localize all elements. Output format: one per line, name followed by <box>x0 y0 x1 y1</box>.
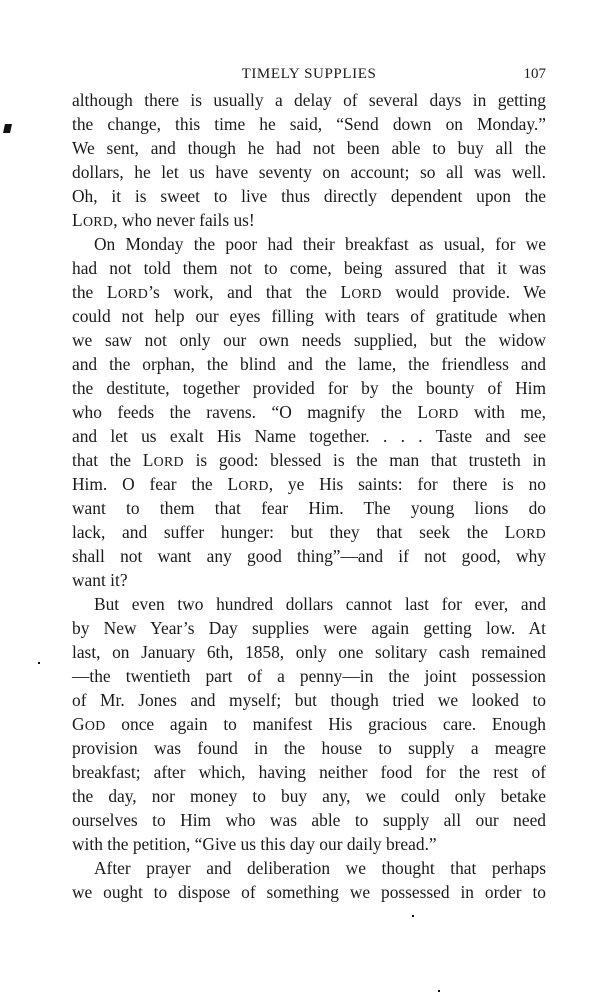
text-line: —the twentieth part of a penny—in the joint possession <box>72 666 546 686</box>
text-line: After prayer and deliberation we thought that perhaps <box>94 858 546 878</box>
text-line: that the LORD is good: blessed is the man that trusteth in <box>72 450 546 470</box>
text-line: dollars, he let us have seventy on account; so all was well. <box>72 162 546 182</box>
text-line: But even two hundred dollars cannot last for ever, and <box>94 594 546 614</box>
small-caps-word: LORD <box>417 402 459 422</box>
text-line: provision was found in the house to supply a meagre <box>72 738 546 758</box>
text-line: of Mr. Jones and myself; but though tried we looked to <box>72 690 546 710</box>
small-caps-word: LORD <box>142 450 184 470</box>
text-line: and let us exalt His Name together. . . . Taste and see <box>72 426 546 446</box>
small-caps-word: LORD <box>106 282 149 302</box>
text-line: We sent, and though he had not been able to buy all the <box>72 138 546 158</box>
text-line: GOD once again to manifest His gracious care. Enough <box>72 714 546 734</box>
text-line: we ought to dispose of something we possessed in order to <box>72 882 546 902</box>
scan-dot <box>438 990 440 992</box>
text-line: On Monday the poor had their breakfast as usual, for we <box>94 234 546 254</box>
scan-dot <box>412 915 414 917</box>
small-caps-word: LORD <box>72 210 114 230</box>
text-line: last, on January 6th, 1858, only one solitary cash remained <box>72 642 546 662</box>
text-line: lack, and suffer hunger: but they that seek the LORD <box>72 522 546 542</box>
text-line: Him. O fear the LORD, ye His saints: for there is no <box>72 474 546 494</box>
text-line: ourselves to Him who was able to supply all our need <box>72 810 546 830</box>
body-text <box>72 88 546 904</box>
text-line: LORD, who never fails us! <box>72 210 255 230</box>
small-caps-word: LORD <box>504 522 546 542</box>
small-caps-word: LORD <box>227 474 269 494</box>
text-line: Oh, it is sweet to live thus directly dependent upon the <box>72 186 546 206</box>
text-line: shall not want any good thing”—and if not good, why <box>72 546 546 566</box>
text-line: although there is usually a delay of several days in getting <box>72 90 546 110</box>
text-line: the day, nor money to buy any, we could only betake <box>72 786 546 806</box>
scan-dot <box>38 662 40 664</box>
text-line: who feeds the ravens. “O magnify the LORD with me, <box>72 402 546 422</box>
small-caps-word: LORD <box>340 282 382 302</box>
page-header <box>72 66 546 88</box>
scan-mark <box>3 124 12 133</box>
small-caps-word: GOD <box>72 714 106 734</box>
text-line: had not told them not to come, being assured that it was <box>72 258 546 278</box>
text-line: the destitute, together provided for by the bounty of Him <box>72 378 546 398</box>
text-line: the change, this time he said, “Send down on Monday.” <box>72 114 546 134</box>
text-line: want it? <box>72 570 128 590</box>
text-line: and the orphan, the blind and the lame, the friendless and <box>72 354 546 374</box>
text-line: we saw not only our own needs supplied, but the widow <box>72 330 546 350</box>
text-line: the LORD’s work, and that the LORD would provide. We <box>72 282 547 302</box>
text-line: by New Year’s Day supplies were again getting low. At <box>72 618 546 638</box>
page-number: 107 <box>523 66 546 82</box>
text-line: want to them that fear Him. The young lions do <box>72 498 546 518</box>
text-line: could not help our eyes filling with tears of gratitude when <box>72 306 546 326</box>
running-title: TIMELY SUPPLIES <box>241 66 377 82</box>
text-line: breakfast; after which, having neither food for the rest of <box>72 762 546 782</box>
text-line: with the petition, “Give us this day our daily bread.” <box>72 834 437 854</box>
